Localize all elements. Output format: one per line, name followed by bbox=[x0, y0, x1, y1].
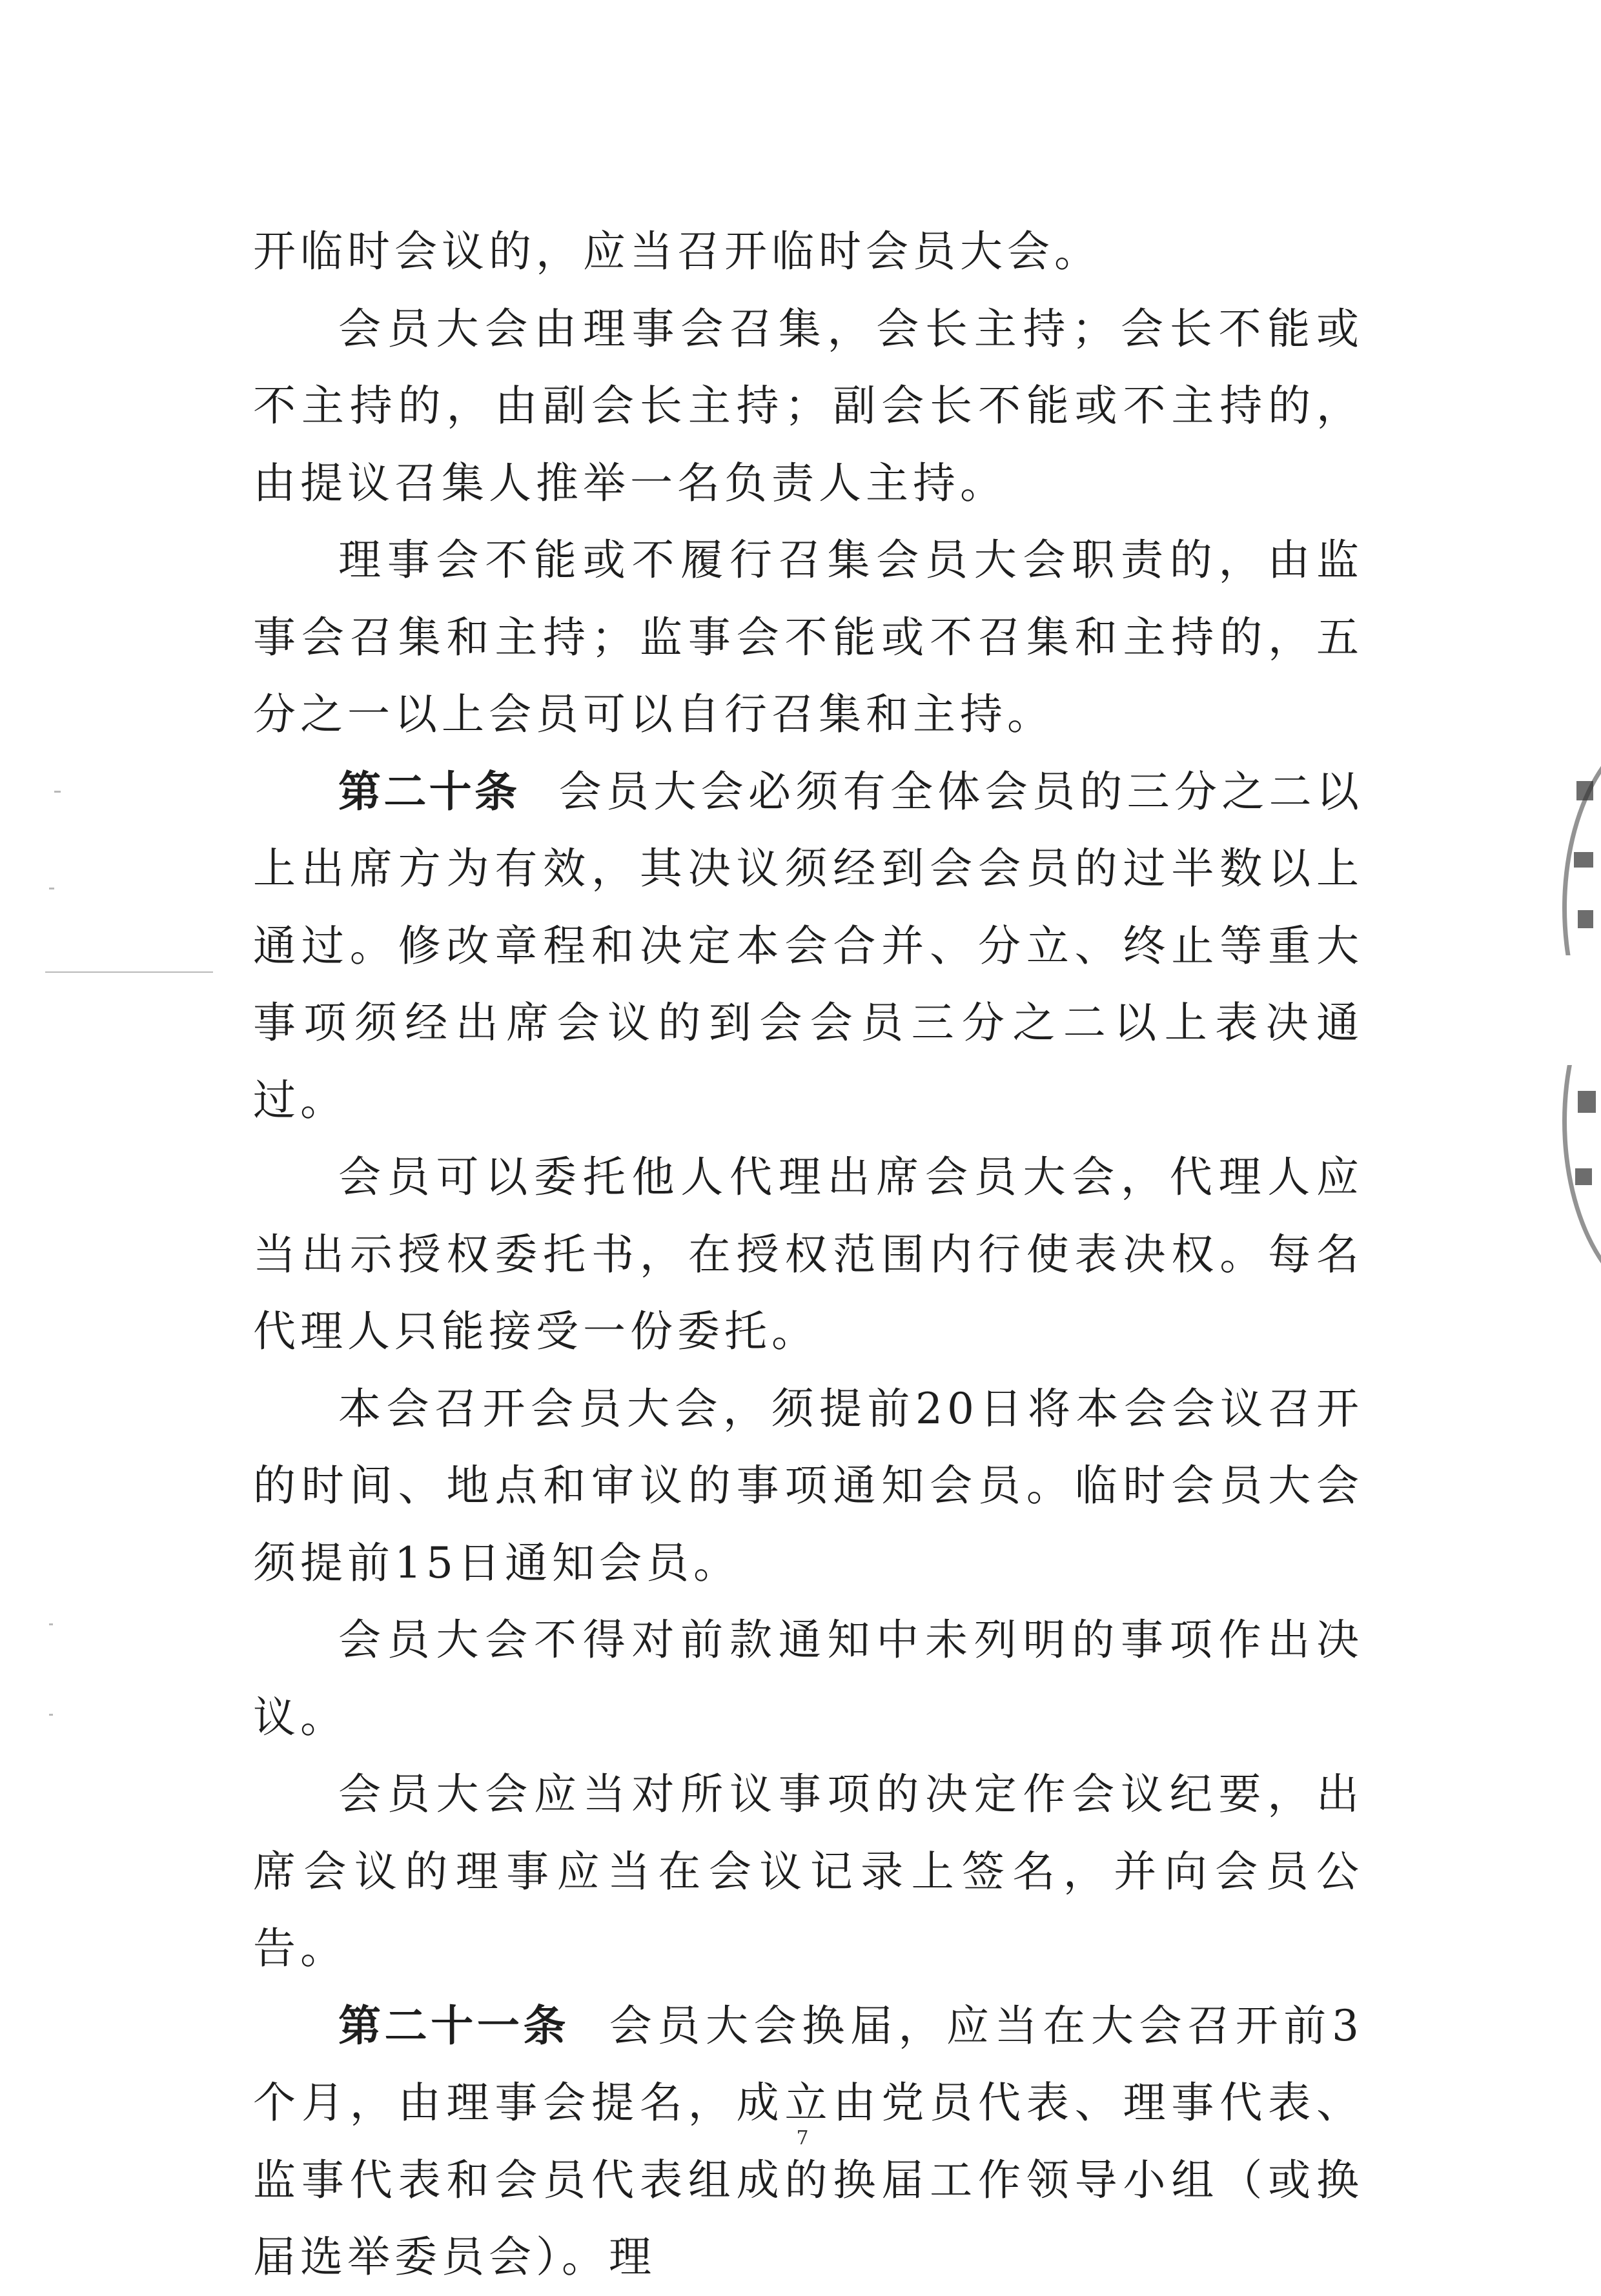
article-20-text: 会员大会必须有全体会员的三分之二以上出席方为有效，其决议须经到会会员的过半数以上通过。修改章程和决定本会合并、分立、终止等重大事项须经出席会议的到会会员三分之二以上表决通过。 bbox=[253, 766, 1364, 1125]
paragraph-6-text: 本会召开会员大会，须提前20日将本会会议召开的时间、地点和审议的事项通知会员。临时会员大会须提前15日通知会员。 bbox=[253, 1383, 1363, 1588]
paragraph-1 bbox=[253, 213, 1363, 290]
seal-glyph-mark bbox=[1574, 852, 1593, 868]
seal-glyph-mark bbox=[1576, 781, 1593, 800]
article-21-number: 第二十一条 bbox=[338, 2000, 570, 2051]
article-20 bbox=[253, 753, 1363, 1139]
paragraph-8 bbox=[253, 1756, 1363, 1987]
paragraph-5 bbox=[253, 1139, 1363, 1370]
paragraph-7 bbox=[253, 1601, 1363, 1756]
seal-glyph-mark bbox=[1578, 910, 1593, 928]
scan-artifact bbox=[49, 888, 54, 889]
paragraph-5-text: 会员可以委托他人代理出席会员大会，代理人应当出示授权委托书，在授权范围内行使表决权。每名代理人只能接受一份委托。 bbox=[253, 1152, 1363, 1356]
page-number: 7 bbox=[796, 2127, 809, 2149]
scan-artifact bbox=[49, 1714, 53, 1716]
seal-stamp-fragment bbox=[1562, 1065, 1601, 1278]
paragraph-1-text: 开临时会议的，应当召开临时会员大会。 bbox=[253, 227, 1101, 276]
paragraph-6 bbox=[253, 1370, 1363, 1602]
scan-artifact bbox=[49, 1623, 53, 1625]
seal-glyph-mark bbox=[1578, 1091, 1596, 1113]
body-text bbox=[253, 213, 1363, 2296]
paragraph-7-text: 会员大会不得对前款通知中未列明的事项作出决议。 bbox=[253, 1615, 1363, 1742]
paragraph-8-text: 会员大会应当对所议事项的决定作会议纪要，出席会议的理事应当在会议记录上签名，并向会员公告。 bbox=[253, 1769, 1363, 1973]
article-21-text: 会员大会换届，应当在大会召开前3个月，由理事会提名，成立由党员代表、理事代表、监事代表和会员代表组成的换届工作领导小组（或换届选举委员会）。理 bbox=[253, 2000, 1364, 2282]
paragraph-2-text: 会员大会由理事会召集，会长主持；会长不能或不主持的，由副会长主持；副会长不能或不主持的，由提议召集人推举一名负责人主持。 bbox=[253, 303, 1363, 508]
paragraph-3 bbox=[253, 522, 1363, 753]
seal-glyph-mark bbox=[1575, 1168, 1592, 1185]
scan-artifact bbox=[45, 971, 213, 973]
paragraph-2 bbox=[253, 290, 1363, 522]
seal-stamp-fragment bbox=[1562, 723, 1601, 955]
article-20-number: 第二十条 bbox=[338, 766, 520, 817]
scan-artifact bbox=[54, 791, 61, 793]
paragraph-3-text: 理事会不能或不履行召集会员大会职责的，由监事会召集和主持；监事会不能或不召集和主持的，五分之一以上会员可以自行召集和主持。 bbox=[253, 535, 1363, 739]
